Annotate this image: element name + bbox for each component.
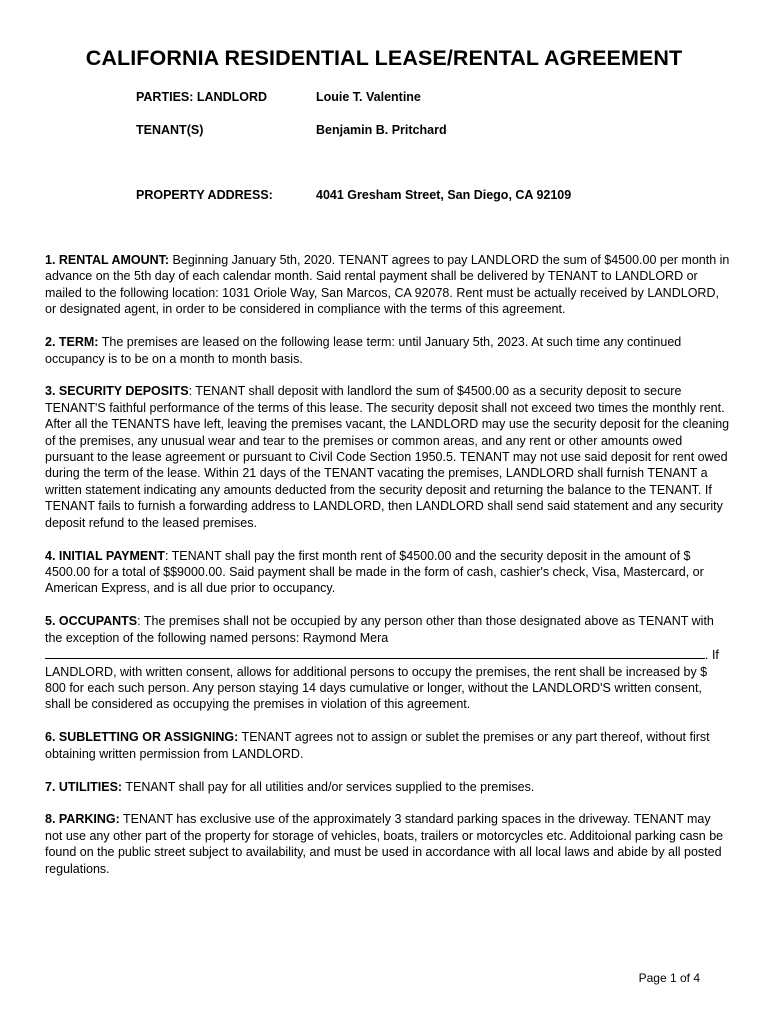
occupants-fill-in-line xyxy=(45,646,705,659)
clause-heading: 1. RENTAL AMOUNT: xyxy=(45,253,170,267)
property-address-value: 4041 Gresham Street, San Diego, CA 92109 xyxy=(316,188,572,202)
clause-heading: 7. UTILITIES: xyxy=(45,779,123,794)
clause-body: The premises are leased on the following lease term: until January 5th, 2023. At such time any continued occupancy is to be on a month to month basis. xyxy=(45,335,682,366)
document-title: CALIFORNIA RESIDENTIAL LEASE/RENTAL AGREEMENT xyxy=(85,46,683,70)
clause-body: : TENANT shall pay the first month rent of $4500.00 and the security deposit in the amount of $ 4500.00 for a total of $$9000.00. Said payment shall be made in the form of cash, cashier's check, Visa, Mastercard, or American Express, and is all due prior to occupancy. xyxy=(45,548,704,596)
clause-parking xyxy=(45,811,730,877)
clause-heading: 6. SUBLETTING OR ASSIGNING: xyxy=(45,730,239,745)
tenant-name: Benjamin B. Pritchard xyxy=(316,123,447,137)
clause-heading: 2. TERM: xyxy=(45,335,99,350)
clause-heading: 8. PARKING: xyxy=(45,812,120,827)
clause-body: Beginning January 5th, 2020. TENANT agrees to pay LANDLORD the sum of $4500.00 per month in advance on the 5th day of each calendar month. Said rental payment shall be delivered by TENANT to LANDLORD or mailed to the following location: 1031 Oriole Way, San Marcos, CA 92078. Rent must be actually received by LANDLORD, or designated agent, in order to be considered in compliance with the terms of this agreement. xyxy=(45,253,730,317)
clause-rental-amount xyxy=(45,252,730,318)
clause-occupants xyxy=(45,613,730,712)
clause-subletting xyxy=(45,729,730,762)
clause-body: : The premises shall not be occupied by any person other than those designated above as TENANT with the exception of the following named persons: Raymond Mera xyxy=(45,614,714,645)
clause-utilities xyxy=(45,779,730,795)
landlord-name: Louie T. Valentine xyxy=(316,90,421,104)
clause-security-deposits xyxy=(45,383,730,531)
page-number: Page 1 of 4 xyxy=(638,971,700,985)
clause-heading: 3. SECURITY DEPOSITS xyxy=(45,384,189,399)
clause-body: TENANT shall pay for all utilities and/or services supplied to the premises. xyxy=(122,779,535,794)
clause-term xyxy=(45,334,730,367)
clause-body: : TENANT shall deposit with landlord the sum of $4500.00 as a security deposit to secure TENANT'S faithful performance of the terms of this lease. The security deposit shall not exceed two times the monthly rent. After all the TENANTS have left, leaving the premises vacant, the LANDLORD may use the security deposit for the cleaning of the premises, any unusual wear and tear to the premises or common areas, and any rent or other amounts owed pursuant to the lease agreement or pursuant to Civil Code Section 1950.5. TENANT may not use said deposit for rent owed during the term of the lease. Within 21 days of the TENANT vacating the premises, LANDLORD shall furnish TENANT a written statement indicating any amounts deducted from the security deposit and returning the balance to the TENANT. If TENANT fails to furnish a forwarding address to LANDLORD, then LANDLORD shall send said statement and any security deposit refund to the leased premises. xyxy=(45,384,730,530)
clause-initial-payment xyxy=(45,548,730,597)
tenant-label: TENANT(S) xyxy=(136,123,204,137)
clause-body-continued: . If LANDLORD, with written consent, allows for additional persons to occupy the premises, the rent shall be increased by $ 800 for each such person. Any person staying 14 days cumulative or longer, without the LANDLORD'S written consent, shall be considered as occupying the premises in violation of this agreement. xyxy=(45,648,719,712)
property-address-label: PROPERTY ADDRESS: xyxy=(136,188,273,202)
landlord-label: PARTIES: LANDLORD xyxy=(136,90,268,104)
lease-clauses xyxy=(45,252,730,894)
clause-heading: 5. OCCUPANTS xyxy=(45,614,138,629)
clause-heading: 4. INITIAL PAYMENT xyxy=(45,548,165,563)
clause-body: TENANT agrees not to assign or sublet the premises or any part thereof, without first obtaining written permission from LANDLORD. xyxy=(45,730,710,761)
clause-body: TENANT has exclusive use of the approximately 3 standard parking spaces in the driveway. TENANT may not use any other part of the property for storage of vehicles, boats, trailers or motorcycles etc. Additoional parking casn be found on the public street subject to availability, and must be used in accordance with all local laws and abide by all posted regulations. xyxy=(45,812,724,876)
